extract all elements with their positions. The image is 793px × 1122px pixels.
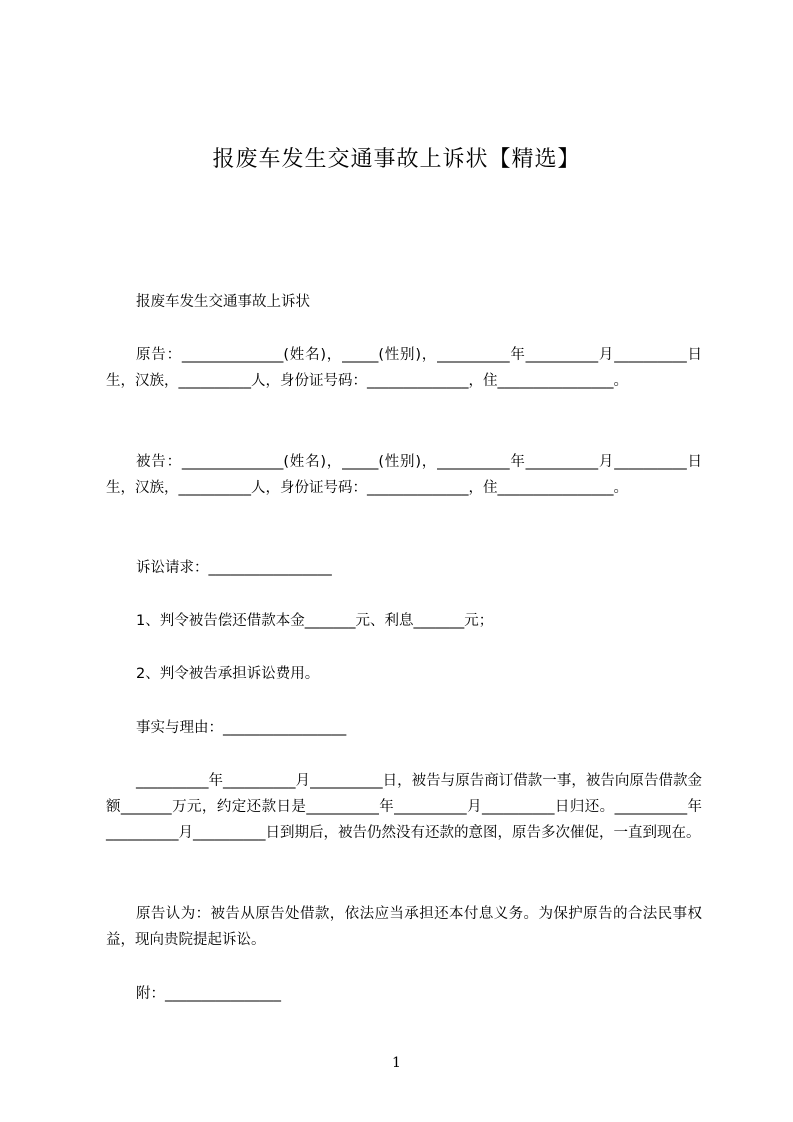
defendant-paragraph: 被告：______________(姓名)，_____(性别)，__________年__________月__________日生，汉族，__________人，身份证号码：______________，住________________。 [106, 454, 702, 496]
attachment-label: 附：________________ [136, 986, 281, 1002]
claim-item-2: 2、判令被告承担诉讼费用。 [136, 666, 320, 682]
facts-paragraph: __________年__________月__________日，被告与原告商订借款一事，被告向原告借款金额_______万元，约定还款日是__________年__________月__________日归还。__________年__________月__________日到期后，被告仍然没有还款的意图，原告多次催促，一直到现在。 [106, 773, 702, 841]
facts-label: 事实与理由：_________________ [136, 720, 347, 736]
document-title: 报废车发生交通事故上诉状【精选】 [212, 147, 581, 172]
claims-label: 诉讼请求：_________________ [136, 560, 332, 576]
plaintiff-view-paragraph: 原告认为：被告从原告处借款，依法应当承担还本付息义务。为保护原告的合法民事权益，现向贵院提起诉讼。 [106, 906, 702, 948]
document-heading: 报废车发生交通事故上诉状 [136, 294, 310, 310]
plaintiff-paragraph: 原告：______________(姓名)，_____(性别)，__________年__________月__________日生，汉族，__________人，身份证号码：______________，住________________。 [106, 347, 702, 389]
claim-item-1: 1、判令被告偿还借款本金_______元、利息_______元； [136, 613, 494, 629]
page-number: 1 [392, 1055, 401, 1071]
